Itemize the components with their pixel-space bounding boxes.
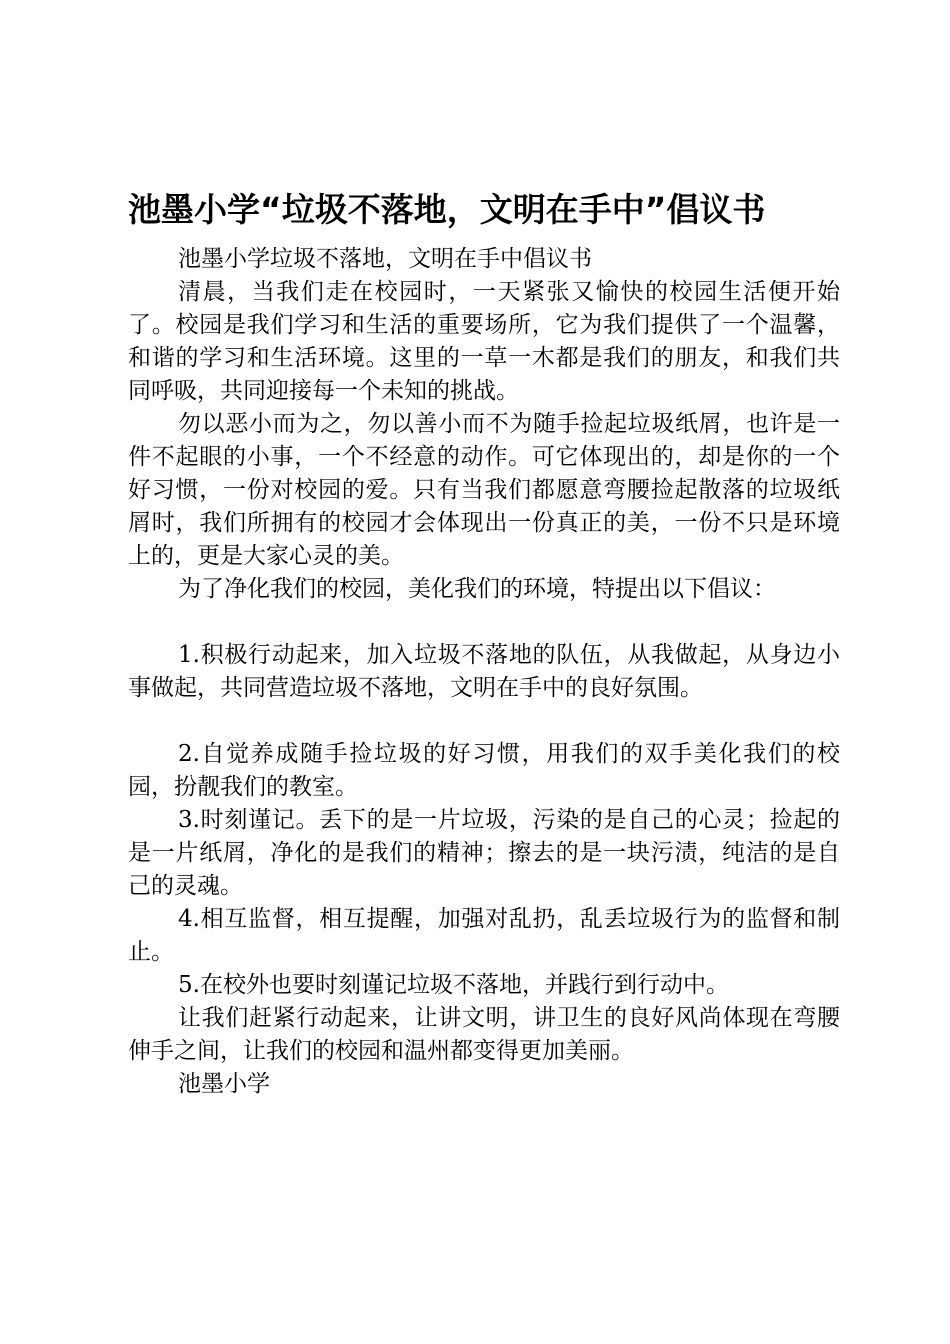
document-title: 池墨小学“垃圾不落地，文明在手中”倡议书 [128, 190, 766, 229]
paragraph-intro: 清晨，当我们走在校园时，一天紧张又愉快的校园生活便开始了。校园是我们学习和生活的重要场所，它为我们提供了一个温馨，和谐的学习和生活环境。这里的一草一木都是我们的朋友，和我们共同呼吸，共同迎接每一个未知的挑战。 [128, 279, 840, 404]
paragraph-habit: 勿以恶小而为之，勿以善小而不为随手捡起垃圾纸屑，也许是一件不起眼的小事，一个不经意的动作。可它体现出的，却是你的一个好习惯，一份对校园的爱。只有当我们都愿意弯腰捡起散落的垃圾纸屑时，我们所拥有的校园才会体现出一份真正的美，一份不只是环境上的，更是大家心灵的美。 [128, 411, 840, 569]
closing-paragraph: 让我们赶紧行动起来，让讲文明，讲卫生的良好风尚体现在弯腰伸手之间，让我们的校园和温州都变得更加美丽。 [128, 1005, 840, 1064]
document-subtitle: 池墨小学垃圾不落地，文明在手中倡议书 [178, 246, 592, 272]
proposal-item-2: 2.自觉养成随手捡垃圾的好习惯，用我们的双手美化我们的校园，扮靓我们的教室。 [128, 741, 840, 800]
signature: 池墨小学 [178, 1071, 270, 1097]
proposal-item-4: 4.相互监督，相互提醒，加强对乱扔，乱丢垃圾行为的监督和制止。 [128, 906, 840, 965]
paragraph-proposal-lead: 为了净化我们的校园，美化我们的环境，特提出以下倡议： [178, 576, 776, 602]
proposal-item-3: 3.时刻谨记。丢下的是一片垃圾，污染的是自己的心灵；捡起的是一片纸屑，净化的是我们的精神；擦去的是一块污渍，纯洁的是自己的灵魂。 [128, 807, 840, 899]
document-page [128, 185, 840, 1101]
proposal-item-1: 1.积极行动起来，加入垃圾不落地的队伍，从我做起，从身边小事做起，共同营造垃圾不落地，文明在手中的良好氛围。 [128, 642, 840, 701]
proposal-item-5: 5.在校外也要时刻谨记垃圾不落地，并践行到行动中。 [178, 972, 729, 998]
